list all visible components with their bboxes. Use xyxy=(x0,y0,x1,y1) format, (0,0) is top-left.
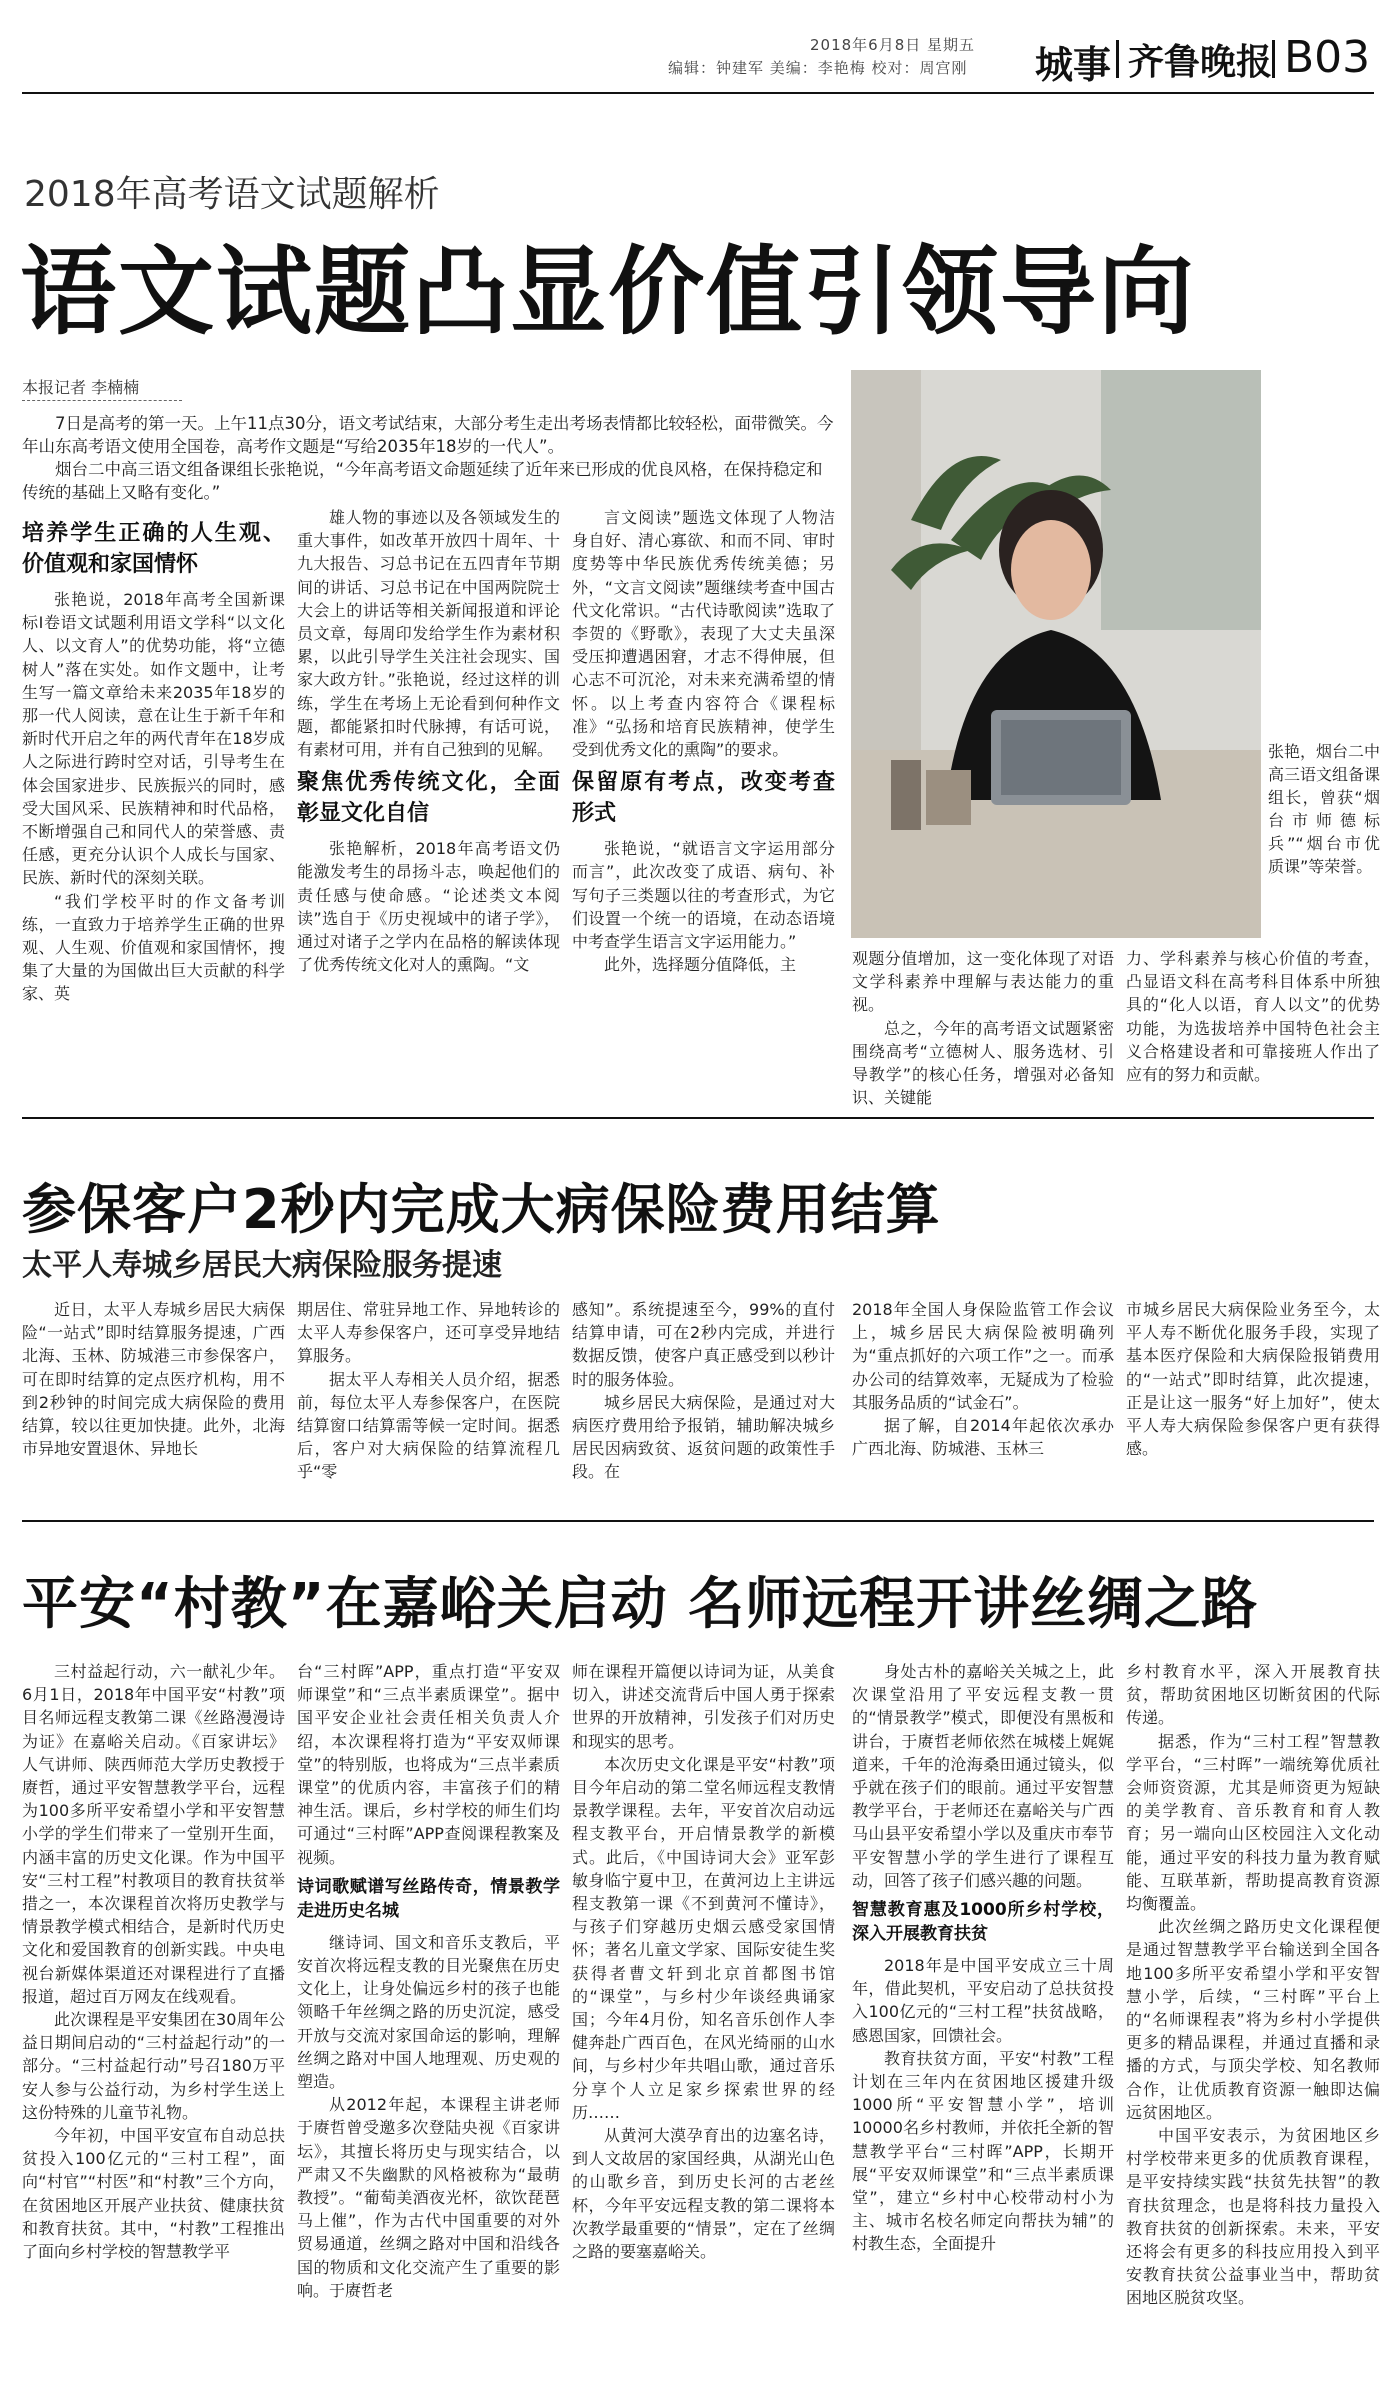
article3-subhead: 诗词歌赋谱写丝路传奇，情景教学走进历史名城 xyxy=(297,1876,560,1921)
paragraph: 张艳说，2018年高考全国新课标Ⅰ卷语文试题利用语文学科“以文化人、以文育人”的优势功能，将“立德树人”落在实处。如作文题中，让考生写一篇文章给未来2035年18岁的那一代人阅读，意在让生于新千年和新时代开启之年的两代青年在18岁成人之际进行跨时空对话，引导考生在体会国家进步、民族振兴的同时，感受大国风采、民族精神和时代品格，不断增强自己和同代人的荣誉感、责任感，更充分认识个人成长与国家、民族、新时代的深刻关联。 xyxy=(22,590,285,888)
paragraph: 此次丝绸之路历史文化课程便是通过智慧教学平台输送到全国各地100多所平安希望小学和平安智慧小学，后续，“三村晖”平台上的“名师课程表”将为乡村小学提供更多的精品课程，并通过直播和录播的方式，与顶尖学校、知名教师合作，让优质教育资源一触即达偏远贫困地区。 xyxy=(1126,1917,1380,2122)
header-divider xyxy=(1116,40,1119,78)
issue-date: 2018年6月8日 星期五 xyxy=(810,36,976,54)
teacher-photo xyxy=(851,370,1261,938)
article1-column-3 xyxy=(572,506,835,1084)
article3-subhead: 智慧教育惠及1000所乡村学校，深入开展教育扶贫 xyxy=(852,1900,1114,1945)
paragraph: 中国平安表示，为贫困地区乡村学校带来更多的优质教育课程，是平安持续实践“扶贫先扶智”的教育扶贫理念，也是将科技力量投入教育扶贫的创新探索。未来，平安还将会有更多的科技应用投入到平安教育扶贫公益事业当中，帮助贫困地区脱贫攻坚。 xyxy=(1126,2126,1380,2308)
paragraph: 身处古朴的嘉峪关关城之上，此次课堂沿用了平安远程支教一贯的“情景教学”模式，即便没有黑板和讲台，于赓哲老师依然在城楼上娓娓道来，千年的沧海桑田通过镜头，似乎就在孩子们的眼前。通过平安智慧教学平台，于老师还在嘉峪关与广西马山县平安希望小学以及重庆市奉节平安智慧小学的学生进行了课程互动，回答了孩子们感兴趣的问题。 xyxy=(852,1662,1114,1890)
article2-column-1 xyxy=(22,1298,285,1510)
article3-headline: 平安“村教”在嘉峪关启动 名师远程开讲丝绸之路 xyxy=(22,1572,1259,1637)
article1-column-2 xyxy=(297,506,560,1084)
page-number: B03 xyxy=(1284,32,1371,83)
paragraph: 城乡居民大病保险，是通过对大病医疗费用给予报销，辅助解决城乡居民因病致贫、返贫问题的政策性手段。在 xyxy=(572,1392,835,1482)
teacher-photo-illustration xyxy=(851,370,1261,938)
paragraph: 张艳解析，2018年高考语文仍能激发考生的昂扬斗志，唤起他们的责任感与使命感。“论述类文本阅读”选自于《历史视域中的诸子学》，通过对诸子之学内在品格的解读体现了优秀传统文化对人的熏陶。“文 xyxy=(297,839,560,975)
paragraph: 雄人物的事迹以及各领域发生的重大事件，如改革开放四十周年、十九大报告、习总书记在五四青年节期间的讲话、习总书记在中国两院院士大会上的讲话等相关新闻报道和评论员文章，每周印发给学生作为素材积累，以此引导学生关注社会现实、国家大政方针。”张艳说，经过这样的训练，学生在考场上无论看到何种作文题，都能紧扣时代脉搏，有话可说，有素材可用，并有自己独到的见解。 xyxy=(297,508,560,760)
article2-column-5 xyxy=(1126,1298,1380,1510)
paragraph: 三村益起行动，六一献礼少年。6月1日，2018年中国平安“村教”项目名师远程支教第二课《丝路漫漫诗为证》在嘉峪关启动。《百家讲坛》人气讲师、陕西师范大学历史教授于赓哲，通过平安智慧教学平台，远程为100多所平安希望小学和平安智慧小学的学生们带来了一堂别开生面，内涵丰富的历史文化课。作为中国平安“三村工程”村教项目的教育扶贫举措之一，本次课程首次将历史教学与情景教学模式相结合，是新时代历史文化和爱国教育的创新实践。中央电视台新媒体渠道还对课程进行了直播报道，超过百万网友在线观看。 xyxy=(22,1662,285,2006)
article1-column-1 xyxy=(22,512,285,1084)
paragraph: 感知”。系统提速至今，99%的直付结算申请，可在2秒内完成，并进行数据反馈，使客户真正感受到以秒计时的服务体验。 xyxy=(572,1300,835,1389)
article1-headline: 语文试题凸显价值引领导向 xyxy=(20,236,1196,348)
article1-byline: 本报记者 李楠楠 xyxy=(22,378,140,397)
section-rule xyxy=(22,1117,1374,1119)
article1-column-5 xyxy=(1126,947,1380,1085)
paragraph: 总之，今年的高考语文试题紧密围绕高考“立德树人、服务选材、引导教学”的核心任务，增强对必备知识、关键能 xyxy=(852,1018,1114,1108)
article3-column-5 xyxy=(1126,1660,1380,2375)
paragraph: 从2012年起，本课程主讲老师于赓哲曾受邀多次登陆央视《百家讲坛》，其擅长将历史与现实结合，以严肃又不失幽默的风格被称为“最萌教授”。“葡萄美酒夜光杯，欲饮琵琶马上催”，作为古代中国重要的对外贸易通道，丝绸之路对中国和沿线各国的物质和文化交流产生了重要的影响。于赓哲老 xyxy=(297,2095,560,2300)
paragraph: 市城乡居民大病保险业务至今，太平人寿不断优化服务手段，实现了基本医疗保险和大病保险报销费用的“一站式”即时结算，此次提速，正是让这一服务“好上加好”，使太平人寿大病保险参保客户更有获得感。 xyxy=(1126,1300,1380,1459)
paragraph: 此外，选择题分值降低，主 xyxy=(604,955,797,975)
article1-subhead: 培养学生正确的人生观、价值观和家国情怀 xyxy=(22,521,285,577)
paragraph: 台“三村晖”APP，重点打造“平安双师课堂”和“三点半素质课堂”。据中国平安企业社会责任相关负责人介绍，本次课程将打造为“平安双师课堂”的特别版，也将成为“三点半素质课堂”的优质内容，丰富孩子们的精神生活。课后，乡村学校的师生们均可通过“三村晖”APP查阅课程教案及视频。 xyxy=(297,1662,560,1867)
paragraph: 从黄河大漠孕育出的边塞名诗，到人文故居的家国经典，从湖光山色的山歌乡音，到历史长河的古老丝杯，今年平安远程支教的第二课将本次教学最重要的“情景”，定在了丝绸之路的要塞嘉峪关。 xyxy=(572,2126,835,2262)
article2-subheadline: 太平人寿城乡居民大病保险服务提速 xyxy=(22,1248,502,1283)
byline-rule xyxy=(22,400,182,401)
paragraph: 本次历史文化课是平安“村教”项目今年启动的第二堂名师远程支教情景教学课程。去年，平安首次启动远程支教平台，开启情景教学的新模式。此后，《中国诗词大会》亚军彭敏身临宁夏中卫，在黄河边上主讲远程支教第一课《不到黄河不懂诗》，与孩子们穿越历史烟云感受家国情怀；著名儿童文学家、国际安徒生奖获得者曹文轩到北京首都图书馆的“课堂”，与乡村少年谈经典诵家国；今年4月份，知名音乐创作人李健奔赴广西百色，在风光绮丽的山水间，与乡村少年共唱山歌，通过音乐分享个人立足家乡探索世界的经历…… xyxy=(572,1754,835,2122)
article2-column-4 xyxy=(852,1298,1114,1510)
header-rule xyxy=(22,92,1374,94)
section-rule xyxy=(22,1520,1374,1522)
paragraph: 据太平人寿相关人员介绍，据悉前，每位太平人寿参保客户，在医院结算窗口结算需等候一定时间。据悉后，客户对大病保险的结算流程几乎“零 xyxy=(297,1369,560,1482)
paragraph: 张艳说，“就语言文字运用部分而言”，此次改变了成语、病句、补写句子三类题以往的考查形式，为它们设置一个统一的语境，在动态语境中考查学生语言文字运用能力。” xyxy=(572,839,835,952)
article3-column-4 xyxy=(852,1660,1114,2375)
article3-column-3 xyxy=(572,1660,835,2375)
paragraph: 力、学科素养与核心价值的考查，凸显语文科在高考科目体系中所独具的“化人以语，育人以文”的优势功能，为选拔培养中国特色社会主义合格建设者和可靠接班人作出了应有的努力和贡献。 xyxy=(1126,949,1380,1085)
article3-column-1 xyxy=(22,1660,285,2375)
paragraph: 观题分值增加，这一变化体现了对语文学科素养中理解与表达能力的重视。 xyxy=(852,949,1114,1015)
paragraph: 此次课程是平安集团在30周年公益日期间启动的“三村益起行动”的一部分。“三村益起行动”号召180万平安人参与公益行动，为乡村学生送上这份特殊的儿童节礼物。 xyxy=(22,2010,285,2122)
article2-column-3 xyxy=(572,1298,835,1510)
header-divider xyxy=(1272,40,1275,78)
paragraph: 言文阅读”题选文体现了人物洁身自好、清心寡欲、和而不同、审时度势等中华民族优秀传统美德；另外，“文言文阅读”题继续考查中国古代文化常识。“古代诗歌阅读”选取了李贺的《野歌》，表现了大丈夫虽深受压抑遭遇困窘，才志不得伸展，但心志不可沉沦，对未来充满希望的情怀。以上考查内容符合《课程标准》“弘扬和培育民族精神，使学生受到优秀文化的熏陶”的要求。 xyxy=(572,508,835,760)
paragraph: 据了解，自2014年起依次承办广西北海、防城港、玉林三 xyxy=(852,1416,1114,1459)
article1-kicker: 2018年高考语文试题解析 xyxy=(24,174,440,215)
paragraph: “我们学校平时的作文备考训练，一直致力于培养学生正确的世界观、人生观、价值观和家国情怀，搜集了大量的为国做出巨大贡献的科学家、英 xyxy=(22,891,285,1004)
paragraph: 期居住、常驻异地工作、异地转诊的太平人寿参保客户，还可享受异地结算服务。 xyxy=(297,1300,560,1366)
article3-column-2 xyxy=(297,1660,560,2375)
article1-subhead: 保留原有考点，改变考查形式 xyxy=(572,770,835,827)
article2-headline: 参保客户2秒内完成大病保险费用结算 xyxy=(22,1178,941,1241)
newspaper-logo: 齐鲁晚报 xyxy=(1128,41,1273,83)
paragraph: 师在课程开篇便以诗词为证，从美食切入，讲述交流背后中国人勇于探索世界的开放精神，引发孩子们对历史和现实的思考。 xyxy=(572,1662,835,1751)
section-name: 城事 xyxy=(1035,43,1112,87)
editor-credits: 编辑：钟建军 美编：李艳梅 校对：周宫刚 xyxy=(668,59,968,77)
paragraph: 继诗词、国文和音乐支教后，平安首次将远程支教的目光聚焦在历史文化上，让身处偏远乡村的孩子也能领略千年丝绸之路的历史沉淀，感受开放与交流对家国命运的影响，理解丝绸之路对中国人地理观、历史观的塑造。 xyxy=(297,1932,560,2092)
paragraph: 2018年全国人身保险监管工作会议上，城乡居民大病保险被明确列为“重点抓好的六项工作”之一。而承办公司的结算效率，无疑成为了检验其服务品质的“试金石”。 xyxy=(852,1300,1114,1412)
paragraph: 乡村教育水平，深入开展教育扶贫，帮助贫困地区切断贫困的代际传递。 xyxy=(1126,1662,1380,1728)
paragraph: 教育扶贫方面，平安“村教”工程计划在三年内在贫困地区援建升级1000所“平安智慧小学”，培训10000名乡村教师，并依托全新的智慧教学平台“三村晖”APP，长期开展“平安双师课堂”和“三点半素质课堂”，建立“乡村中心校带动村小为主、城市名校名师定向帮扶为辅”的村教生态，全面提升 xyxy=(852,2048,1114,2254)
paragraph: 2018年是中国平安成立三十周年，借此契机，平安启动了总扶贫投入100亿元的“三村工程”扶贫战略，感恩国家，回馈社会。 xyxy=(852,1956,1114,2045)
paragraph: 今年初，中国平安宣布自动总扶贫投入100亿元的“三村工程”，面向“村官”“村医”和“村教”三个方向，在贫困地区开展产业扶贫、健康扶贫和教育扶贫。其中，“村教”工程推出了面向乡村学校的智慧教学平 xyxy=(22,2126,285,2262)
article2-column-2 xyxy=(297,1298,560,1510)
article1-subhead: 聚焦优秀传统文化，全面彰显文化自信 xyxy=(297,770,560,827)
article1-lead: 7日是高考的第一天。上午11点30分，语文考试结束，大部分考生走出考场表情都比较轻松，面带微笑。今年山东高考语文使用全国卷，高考作文题是“写给2035年18岁的一代人”。 xyxy=(22,414,834,456)
photo-caption: 张艳，烟台二中高三语文组备课组长，曾获“烟台市师德标兵”“烟台市优质课”等荣誉。 xyxy=(1268,742,1381,876)
article1-lead: 烟台二中高三语文组备课组长张艳说，“今年高考语文命题延续了近年来已形成的优良风格，在保持稳定和传统的基础上又略有变化。” xyxy=(22,460,823,502)
paragraph: 据悉，作为“三村工程”智慧教学平台，“三村晖”一端统筹优质社会师资资源，尤其是师资更为短缺的美学教育、音乐教育和育人教育；另一端向山区校园注入文化动能，通过平安的科技力量为教育赋能、互联革新，帮助提高教育资源均衡覆盖。 xyxy=(1126,1731,1380,1914)
paragraph: 近日，太平人寿城乡居民大病保险“一站式”即时结算服务提速，广西北海、玉林、防城港三市参保客户，可在即时结算的定点医疗机构，用不到2秒钟的时间完成大病保险的费用结算，较以往更加快捷。此外，北海市异地安置退休、异地长 xyxy=(22,1300,285,1459)
article1-column-4 xyxy=(852,947,1114,1108)
